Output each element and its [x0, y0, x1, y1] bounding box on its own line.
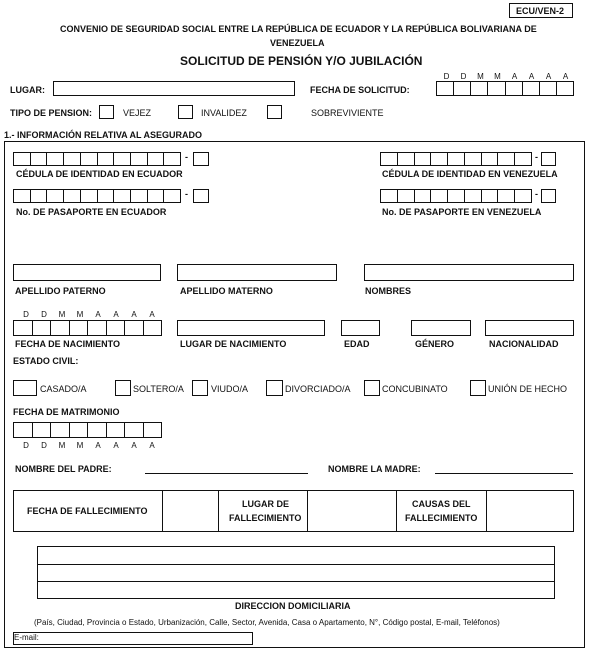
apellido-materno-label: APELLIDO MATERNO [180, 286, 273, 296]
dash: - [185, 189, 188, 199]
nombres-label: NOMBRES [365, 286, 412, 296]
nacionalidad-label: NACIONALIDAD [489, 339, 559, 349]
divider [218, 490, 219, 532]
fecha-solicitud-letters [438, 72, 574, 81]
cedula-venezuela-label: CÉDULA DE IDENTIDAD EN VENEZUELA [382, 169, 558, 179]
pasaporte-venezuela-input[interactable] [380, 189, 532, 203]
fecha-nacimiento-label: FECHA DE NACIMIENTO [15, 339, 121, 349]
union-hecho-checkbox[interactable] [470, 380, 486, 396]
date-letter: A [131, 441, 137, 450]
date-letter: D [443, 72, 450, 81]
dash: - [185, 152, 188, 162]
fecha-fallecimiento-label: FECHA DE FALLECIMIENTO [27, 506, 148, 516]
date-letter: A [95, 441, 101, 450]
fecha-matrimonio-label: FECHA DE MATRIMONIO [13, 407, 120, 417]
date-letter: A [149, 441, 155, 450]
divorciado-label: DIVORCIADO/A [285, 384, 351, 394]
date-letter: M [477, 72, 484, 81]
direccion-line-3[interactable] [37, 581, 555, 599]
fecha-matrimonio-input[interactable] [13, 422, 162, 438]
edad-input[interactable] [341, 320, 380, 336]
casado-label: CASADO/A [40, 384, 87, 394]
union-hecho-label: UNIÓN DE HECHO [488, 384, 568, 394]
nombre-padre-label: NOMBRE DEL PADRE: [15, 464, 112, 474]
apellido-paterno-input[interactable] [13, 264, 161, 281]
date-letter: A [562, 72, 569, 81]
concubinato-label: CONCUBINATO [382, 384, 448, 394]
date-letter: A [131, 310, 137, 319]
lugar-fallecimiento-label-1: LUGAR DE [242, 499, 289, 509]
date-letter: A [113, 441, 119, 450]
nacionalidad-input[interactable] [485, 320, 574, 336]
date-letter: A [113, 310, 119, 319]
date-letter: D [23, 441, 29, 450]
cedula-ecuador-label: CÉDULA DE IDENTIDAD EN ECUADOR [16, 169, 183, 179]
date-letter: A [149, 310, 155, 319]
lugar-input[interactable] [53, 81, 295, 96]
soltero-label: SOLTERO/A [133, 384, 184, 394]
date-letter: M [58, 441, 66, 450]
viudo-label: VIUDO/A [211, 384, 249, 394]
divider [396, 490, 397, 532]
fecha-nacimiento-input[interactable] [13, 320, 162, 336]
pasaporte-venezuela-label: No. DE PASAPORTE EN VENEZUELA [382, 207, 542, 217]
nombres-input[interactable] [364, 264, 574, 281]
nombre-madre-label: NOMBRE LA MADRE: [328, 464, 421, 474]
genero-input[interactable] [411, 320, 471, 336]
pasaporte-venezuela-digit[interactable] [541, 189, 556, 203]
tipo-pension-label: TIPO DE PENSION: [10, 108, 93, 118]
causas-label-2: FALLECIMIENTO [405, 513, 478, 523]
estado-civil-label: ESTADO CIVIL: [13, 356, 79, 366]
header-title-line2: VENEZUELA [270, 38, 325, 48]
fecha-matrimonio-letters [17, 441, 161, 450]
date-letter: A [545, 72, 552, 81]
date-letter: A [95, 310, 101, 319]
date-letter: D [41, 441, 47, 450]
email-label: E-mail: [14, 633, 39, 642]
divider [162, 490, 163, 532]
date-letter: D [41, 310, 47, 319]
date-letter: D [23, 310, 29, 319]
divider [307, 490, 308, 532]
casado-checkbox[interactable] [13, 380, 37, 396]
fecha-solicitud-label: FECHA DE SOLICITUD: [310, 85, 410, 95]
pasaporte-ecuador-digit[interactable] [193, 189, 209, 203]
date-letter: M [58, 310, 66, 319]
date-letter: A [528, 72, 535, 81]
direccion-line-2[interactable] [37, 564, 555, 582]
edad-label: EDAD [344, 339, 370, 349]
lugar-nacimiento-label: LUGAR DE NACIMIENTO [180, 339, 287, 349]
causas-label-1: CAUSAS DEL [412, 499, 471, 509]
vejez-label: VEJEZ [123, 108, 152, 118]
apellido-materno-input[interactable] [177, 264, 337, 281]
pasaporte-ecuador-label: No. DE PASAPORTE EN ECUADOR [16, 207, 167, 217]
date-letter: M [76, 441, 84, 450]
direccion-line-1[interactable] [37, 546, 555, 565]
divider [486, 490, 487, 532]
nombre-madre-line[interactable] [435, 473, 573, 474]
nombre-padre-line[interactable] [145, 473, 308, 474]
viudo-checkbox[interactable] [192, 380, 208, 396]
fecha-nacimiento-letters [17, 310, 161, 319]
section1-title: 1.- INFORMACIÓN RELATIVA AL ASEGURADO [4, 130, 202, 140]
cedula-ecuador-input[interactable] [13, 152, 181, 166]
cedula-ecuador-digit[interactable] [193, 152, 209, 166]
form-subtitle: SOLICITUD DE PENSIÓN Y/O JUBILACIÓN [180, 54, 423, 68]
fecha-solicitud-input[interactable] [436, 81, 574, 96]
apellido-paterno-label: APELLIDO PATERNO [15, 286, 106, 296]
form-code: ECU/VEN-2 [516, 6, 565, 16]
email-input[interactable] [13, 632, 253, 645]
sobreviviente-label: SOBREVIVIENTE [311, 108, 384, 118]
sobreviviente-checkbox[interactable] [267, 105, 282, 119]
genero-label: GÉNERO [415, 339, 455, 349]
lugar-fallecimiento-label-2: FALLECIMIENTO [229, 513, 302, 523]
dash: - [535, 189, 538, 199]
date-letter: M [76, 310, 84, 319]
cedula-venezuela-input[interactable] [380, 152, 532, 166]
date-letter: M [494, 72, 501, 81]
header-title-line1: CONVENIO DE SEGURIDAD SOCIAL ENTRE LA REPÚBLICA DE ECUADOR Y LA REPÚBLICA BOLIVARIANA DE [60, 24, 537, 34]
pasaporte-ecuador-input[interactable] [13, 189, 181, 203]
soltero-checkbox[interactable] [115, 380, 131, 396]
cedula-venezuela-digit[interactable] [541, 152, 556, 166]
dash: - [535, 152, 538, 162]
date-letter: A [511, 72, 518, 81]
divorciado-checkbox[interactable] [266, 380, 283, 396]
date-letter: D [460, 72, 467, 81]
invalidez-label: INVALIDEZ [201, 108, 247, 118]
vejez-checkbox[interactable] [99, 105, 114, 119]
direccion-hint: (País, Ciudad, Provincia o Estado, Urbanización, Calle, Sector, Avenida, Casa o Apartamento, N°, Código postal, E-mail, Teléfonos) [34, 618, 500, 627]
lugar-label: LUGAR: [10, 85, 45, 95]
invalidez-checkbox[interactable] [178, 105, 193, 119]
direccion-label: DIRECCION DOMICILIARIA [235, 601, 351, 611]
lugar-nacimiento-input[interactable] [177, 320, 325, 336]
concubinato-checkbox[interactable] [364, 380, 380, 396]
